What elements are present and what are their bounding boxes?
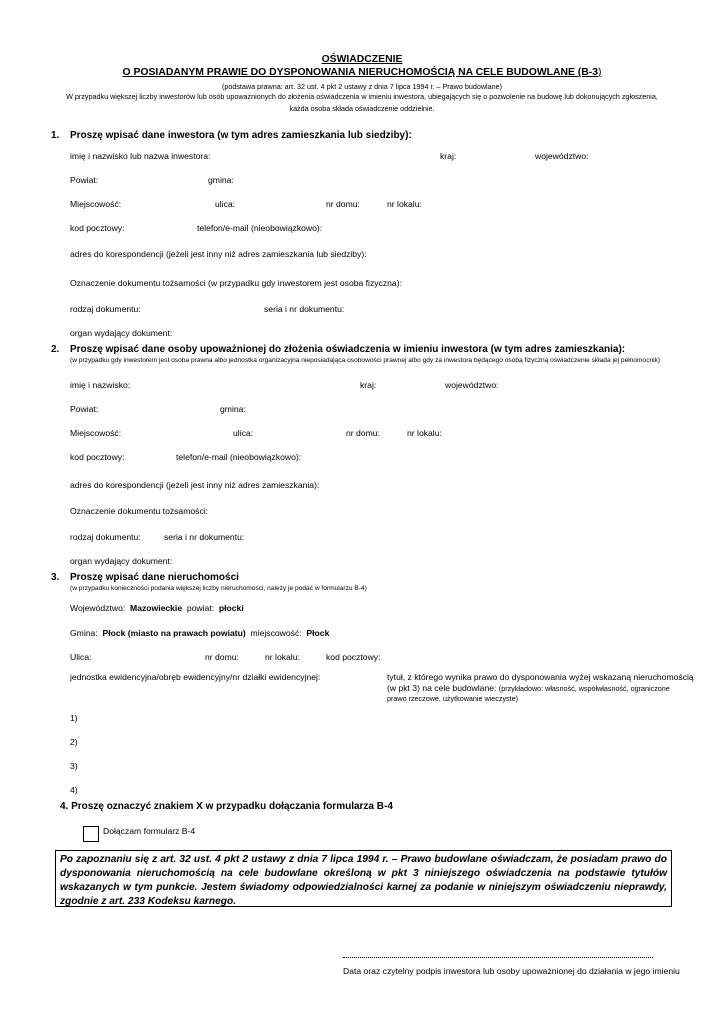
s2-flat-label: nr lokalu:	[407, 428, 442, 438]
section2-title: Proszę wpisać dane osoby upoważnionej do złożenia oświadczenia w imieniu inwestora (w tym adres zamieszkania):	[70, 344, 626, 355]
form-title: OŚWIADCZENIE	[321, 54, 403, 65]
s1-correspondence-label: adres do korespondencji (jeżeli jest inny niż adres zamieszkania lub siedziby):	[70, 249, 367, 259]
section2-number: 2.	[51, 344, 60, 355]
s3-city-value: Płock	[306, 628, 330, 638]
s3-commune-label: Gmina:	[70, 628, 98, 638]
declaration-text: Po zapoznaniu się z art. 32 ust. 4 pkt 2 ustawy z dnia 7 lipca 1994 r. – Prawo budowlane oświadczam, że posiadam prawo do dysponowania nieruchomością na cele budowlane określoną w pkt 3 niniejszego oświadczenia na podstawie tytułów wskazanych w tym punkcie. Jestem świadomy odpowiedzialności karnej za podanie w niniejszym oświadczeniu nieprawdy, zgodnie z art. 233 Kodeksu karnego.	[60, 854, 667, 907]
s3-row-2: 2)	[70, 737, 78, 747]
s1-doc-series-label: seria i nr dokumentu:	[264, 304, 345, 314]
s2-voivodeship-label: województwo:	[445, 380, 499, 390]
s2-country-label: kraj:	[360, 380, 377, 390]
s1-id-doc-label: Oznaczenie dokumentu tożsamości (w przypadku gdy inwestorem jest osoba fizyczna):	[70, 278, 402, 288]
s1-name-label: imię i nazwisko lub nazwa inwestora:	[70, 151, 211, 161]
s1-postal-label: kod pocztowy:	[70, 223, 125, 233]
s1-street-label: ulica:	[215, 199, 236, 209]
form-subtitle	[0, 67, 724, 78]
header-note-1: W przypadku większej liczby inwestorów lub osób upoważnionych do złożenia oświadczenia w imieniu inwestora, ubiegających się o pozwolenie na budowę lub dokonujących zgłoszenia,	[66, 92, 658, 101]
s1-doc-type-label: rodzaj dokumentu:	[70, 304, 141, 314]
s3-postal-label: kod pocztowy:	[326, 652, 381, 662]
s2-doc-series-label: seria i nr dokumentu:	[164, 532, 245, 542]
s1-county-label: Powiat:	[70, 175, 99, 185]
s2-city-label: Miejscowość:	[70, 428, 122, 438]
attach-b4-label: Dołączam formularz B-4	[103, 826, 196, 836]
section3-number: 3.	[51, 572, 60, 583]
section1-title: Proszę wpisać dane inwestora (w tym adres zamieszkania lub siedziby):	[70, 130, 412, 141]
s3-row-4: 4)	[70, 785, 78, 795]
section3-subtitle: (w przypadku konieczności podania większej liczby nieruchomości, należy je podać w formularzu B-4)	[70, 585, 367, 592]
s2-postal-label: kod pocztowy:	[70, 452, 125, 462]
section2-subtitle: (w przypadku gdy inwestorem jest osoba prawna albo jednostka organizacyjna nieposiadająca osobowości prawnej albo gdy za inwestora będącego osobą fizyczną oświadczenie składa jej pełnomocnik)	[70, 357, 661, 364]
s1-flat-label: nr lokalu:	[387, 199, 422, 209]
s1-city-label: Miejscowość:	[70, 199, 122, 209]
s1-phone-label: telefon/e-mail (nieobowiązkowo):	[197, 223, 323, 233]
s2-phone-label: telefon/e-mail (nieobowiązkowo):	[176, 452, 302, 462]
signature-label: Data oraz czytelny podpis inwestora lub osoby upoważnionej do działania w jego imieniu	[343, 966, 680, 976]
s2-street-label: ulica:	[233, 428, 254, 438]
s3-title-label-2a: (w pkt 3) na cele budowlane:	[387, 683, 497, 693]
s3-voivodeship-label: Województwo:	[70, 603, 126, 613]
s3-title-label-3: prawo rzeczowe, użytkowanie wieczyste)	[387, 694, 519, 703]
s1-country-label: kraj:	[440, 151, 457, 161]
s1-commune-label: gmina:	[208, 175, 234, 185]
s2-commune-label: gmina:	[220, 404, 246, 414]
s3-county-value: płocki	[218, 603, 244, 613]
s3-commune-value: Płock (miasto na prawach powiatu)	[102, 628, 246, 638]
s3-row-3: 3)	[70, 761, 78, 771]
s3-street-label: Ulica:	[70, 652, 92, 662]
form-subtitle-end: )	[598, 67, 602, 78]
s1-issuer-label: organ wydający dokument:	[70, 328, 173, 338]
s2-doc-type-label: rodzaj dokumentu:	[70, 532, 141, 542]
section3-title: Proszę wpisać dane nieruchomości	[70, 572, 239, 583]
s3-flat-label: nr lokalu:	[265, 652, 300, 662]
s3-city-label: miejscowość:	[250, 628, 302, 638]
s3-commune-row	[70, 628, 329, 638]
s2-issuer-label: organ wydający dokument:	[70, 556, 173, 566]
s3-voivodeship-value: Mazowieckie	[130, 603, 183, 613]
s3-title-label-1: tytuł, z którego wynika prawo do dysponowania wyżej wskazaną nieruchomością	[387, 672, 694, 682]
header-note-2: każda osoba składa oświadczenie oddzielnie.	[289, 104, 435, 113]
s3-voivodeship-row	[70, 603, 244, 613]
section4-title: 4. Proszę oznaczyć znakiem X w przypadku dołączania formularza B-4	[60, 801, 393, 812]
s1-house-label: nr domu:	[326, 199, 360, 209]
s2-name-label: imię i nazwisko:	[70, 380, 131, 390]
s3-house-label: nr domu:	[205, 652, 239, 662]
s2-correspondence-label: adres do korespondencji (jeżeli jest inny niż adres zamieszkania):	[70, 480, 320, 490]
s3-title-label-2b: (przykładowo: własność, współwłasność, ograniczone	[498, 684, 670, 693]
s2-house-label: nr domu:	[346, 428, 380, 438]
section1-number: 1.	[51, 130, 60, 141]
signature-line[interactable]	[343, 957, 653, 958]
s2-county-label: Powiat:	[70, 404, 99, 414]
declaration-box	[55, 850, 672, 907]
s3-title-label-2	[387, 683, 670, 693]
s1-voivodeship-label: województwo:	[535, 151, 589, 161]
form-subtitle-main: O POSIADANYM PRAWIE DO DYSPONOWANIA NIERUCHOMOŚCIĄ NA CELE BUDOWLANE (B-3	[122, 67, 598, 78]
attach-b4-checkbox[interactable]	[83, 826, 99, 842]
s3-parcel-label: jednostka ewidencyjna/obręb ewidencyjny/nr działki ewidencyjnej:	[70, 672, 321, 682]
s3-row-1: 1)	[70, 713, 78, 723]
s2-id-doc-label: Oznaczenie dokumentu tożsamości:	[70, 506, 209, 516]
s3-county-label: powiat:	[186, 603, 215, 613]
legal-basis: (podstawa prawna: art. 32 ust. 4 pkt 2 ustawy z dnia 7 lipca 1994 r. – Prawo budowlane)	[221, 82, 503, 91]
